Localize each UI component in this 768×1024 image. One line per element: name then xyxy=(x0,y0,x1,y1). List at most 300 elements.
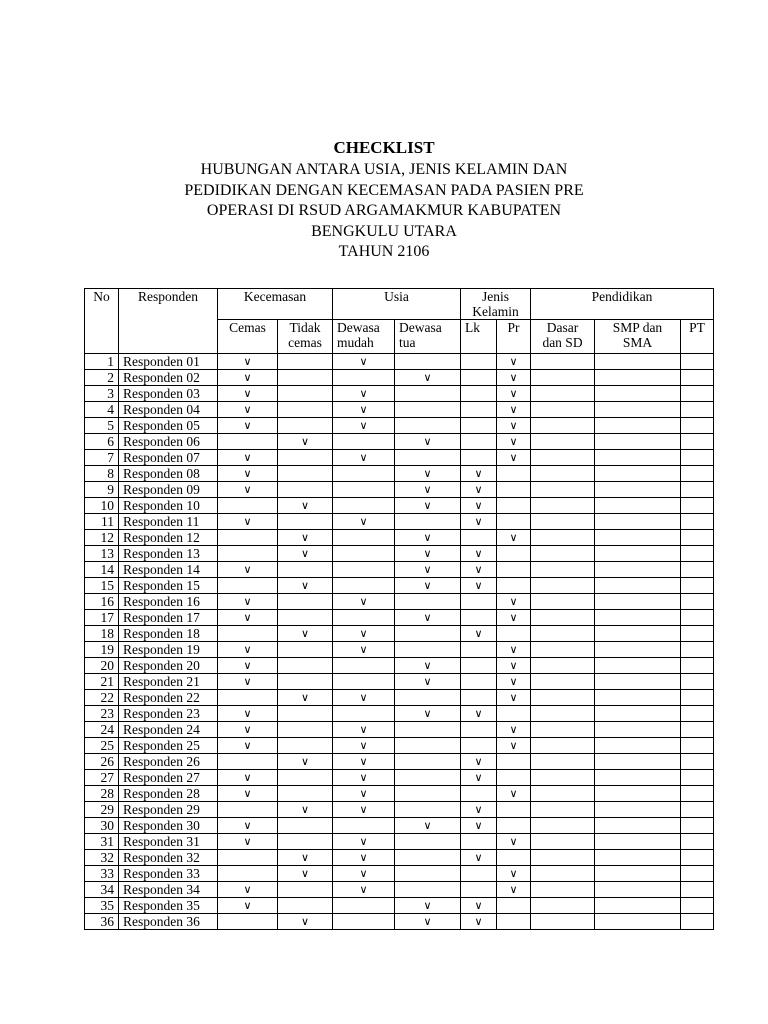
header-dewasa-tua xyxy=(395,320,461,354)
header-line: Tidak xyxy=(289,320,321,336)
subtitle-line: OPERASI DI RSUD ARGAMAKMUR KABUPATEN xyxy=(206,202,562,219)
check-mark: ∨ xyxy=(395,434,461,450)
check-mark: ∨ xyxy=(218,594,278,610)
table-row xyxy=(85,706,714,722)
check-cell xyxy=(461,610,497,626)
check-cell xyxy=(681,450,714,466)
check-mark: ∨ xyxy=(497,450,531,466)
table-row xyxy=(85,386,714,402)
check-cell xyxy=(531,770,595,786)
check-mark: ∨ xyxy=(461,802,497,818)
check-cell xyxy=(497,770,531,786)
check-cell xyxy=(278,642,333,658)
check-mark: ∨ xyxy=(497,658,531,674)
check-mark: ∨ xyxy=(333,450,395,466)
check-cell xyxy=(218,626,278,642)
check-cell xyxy=(218,850,278,866)
check-mark: ∨ xyxy=(278,530,333,546)
check-mark: ∨ xyxy=(497,786,531,802)
respondent-name: Responden 36 xyxy=(119,914,218,930)
header-pr: Pr xyxy=(497,320,531,354)
check-cell xyxy=(531,754,595,770)
check-mark: ∨ xyxy=(218,658,278,674)
row-number: 24 xyxy=(85,722,119,738)
check-cell xyxy=(333,914,395,930)
respondent-name: Responden 25 xyxy=(119,738,218,754)
check-cell xyxy=(333,674,395,690)
table-row xyxy=(85,610,714,626)
respondent-name: Responden 34 xyxy=(119,882,218,898)
table-row xyxy=(85,418,714,434)
check-mark: ∨ xyxy=(218,770,278,786)
check-cell xyxy=(461,642,497,658)
check-cell xyxy=(595,658,681,674)
row-number: 30 xyxy=(85,818,119,834)
check-cell xyxy=(395,882,461,898)
check-cell xyxy=(595,594,681,610)
check-cell xyxy=(278,402,333,418)
header-line: cemas xyxy=(288,335,322,351)
check-cell xyxy=(595,770,681,786)
check-cell xyxy=(531,706,595,722)
respondent-name: Responden 14 xyxy=(119,562,218,578)
subtitle-line: PEDIDIKAN DENGAN KECEMASAN PADA PASIEN PRE xyxy=(184,181,584,199)
check-cell xyxy=(595,850,681,866)
check-mark: ∨ xyxy=(395,818,461,834)
respondent-name: Responden 08 xyxy=(119,466,218,482)
header-line: mudah xyxy=(337,335,374,351)
check-cell xyxy=(681,658,714,674)
respondent-name: Responden 04 xyxy=(119,402,218,418)
check-mark: ∨ xyxy=(218,642,278,658)
check-cell xyxy=(395,722,461,738)
check-cell xyxy=(531,882,595,898)
check-cell xyxy=(531,466,595,482)
check-cell xyxy=(461,866,497,882)
check-cell xyxy=(461,354,497,370)
respondent-name: Responden 20 xyxy=(119,658,218,674)
check-cell xyxy=(395,834,461,850)
check-mark: ∨ xyxy=(497,370,531,386)
check-cell xyxy=(595,882,681,898)
check-cell xyxy=(531,690,595,706)
row-number: 17 xyxy=(85,610,119,626)
check-cell xyxy=(278,610,333,626)
check-mark: ∨ xyxy=(333,770,395,786)
header-line: Dasar xyxy=(546,320,579,336)
header-jenis-kelamin xyxy=(461,289,531,320)
header-pt: PT xyxy=(681,320,714,354)
row-number: 27 xyxy=(85,770,119,786)
check-cell xyxy=(278,786,333,802)
check-cell xyxy=(595,578,681,594)
check-mark: ∨ xyxy=(497,738,531,754)
check-cell xyxy=(595,434,681,450)
check-cell xyxy=(278,818,333,834)
respondent-name: Responden 21 xyxy=(119,674,218,690)
check-cell xyxy=(531,802,595,818)
check-cell xyxy=(395,450,461,466)
table-row xyxy=(85,738,714,754)
check-mark: ∨ xyxy=(218,370,278,386)
row-number: 18 xyxy=(85,626,119,642)
check-mark: ∨ xyxy=(218,722,278,738)
check-cell xyxy=(218,802,278,818)
check-cell xyxy=(218,498,278,514)
check-cell xyxy=(395,802,461,818)
check-mark: ∨ xyxy=(218,418,278,434)
row-number: 6 xyxy=(85,434,119,450)
check-cell xyxy=(461,834,497,850)
table-row xyxy=(85,562,714,578)
check-mark: ∨ xyxy=(497,642,531,658)
table-row xyxy=(85,514,714,530)
check-mark: ∨ xyxy=(497,354,531,370)
check-mark: ∨ xyxy=(461,546,497,562)
header-pendidikan: Pendidikan xyxy=(531,289,714,320)
table-row xyxy=(85,450,714,466)
check-cell xyxy=(681,466,714,482)
check-cell xyxy=(681,850,714,866)
check-cell xyxy=(395,402,461,418)
subtitle-line: TAHUN 2106 xyxy=(338,243,430,260)
check-mark: ∨ xyxy=(395,482,461,498)
check-mark: ∨ xyxy=(497,402,531,418)
header-line: Dewasa xyxy=(399,320,442,336)
header-usia: Usia xyxy=(333,289,461,320)
check-mark: ∨ xyxy=(333,626,395,642)
check-cell xyxy=(497,546,531,562)
check-mark: ∨ xyxy=(395,546,461,562)
table-row xyxy=(85,802,714,818)
check-cell xyxy=(595,754,681,770)
check-mark: ∨ xyxy=(497,866,531,882)
check-mark: ∨ xyxy=(218,466,278,482)
check-cell xyxy=(681,914,714,930)
check-cell xyxy=(395,626,461,642)
document-title: CHECKLIST xyxy=(333,138,435,157)
table-row xyxy=(85,466,714,482)
check-cell xyxy=(595,914,681,930)
table-row xyxy=(85,818,714,834)
check-cell xyxy=(497,482,531,498)
check-mark: ∨ xyxy=(218,402,278,418)
check-cell xyxy=(531,626,595,642)
table-row xyxy=(85,850,714,866)
check-mark: ∨ xyxy=(278,754,333,770)
check-mark: ∨ xyxy=(278,850,333,866)
check-cell xyxy=(531,402,595,418)
respondent-name: Responden 29 xyxy=(119,802,218,818)
check-cell xyxy=(531,546,595,562)
check-cell xyxy=(681,546,714,562)
check-mark: ∨ xyxy=(497,418,531,434)
check-cell xyxy=(595,354,681,370)
respondent-name: Responden 13 xyxy=(119,546,218,562)
respondent-name: Responden 11 xyxy=(119,514,218,530)
check-mark: ∨ xyxy=(278,866,333,882)
row-number: 14 xyxy=(85,562,119,578)
table-row xyxy=(85,834,714,850)
table-row xyxy=(85,882,714,898)
check-cell xyxy=(395,514,461,530)
check-mark: ∨ xyxy=(497,674,531,690)
check-mark: ∨ xyxy=(333,786,395,802)
check-mark: ∨ xyxy=(333,642,395,658)
check-cell xyxy=(681,674,714,690)
check-cell xyxy=(595,562,681,578)
check-cell xyxy=(497,818,531,834)
check-cell xyxy=(333,898,395,914)
check-cell xyxy=(497,706,531,722)
check-mark: ∨ xyxy=(333,418,395,434)
check-mark: ∨ xyxy=(333,850,395,866)
check-cell xyxy=(595,818,681,834)
header-row-1 xyxy=(85,289,714,320)
table-row xyxy=(85,722,714,738)
table-row xyxy=(85,482,714,498)
check-cell xyxy=(595,690,681,706)
check-cell xyxy=(681,530,714,546)
check-mark: ∨ xyxy=(461,818,497,834)
check-mark: ∨ xyxy=(333,738,395,754)
check-cell xyxy=(461,450,497,466)
check-cell xyxy=(461,594,497,610)
row-number: 7 xyxy=(85,450,119,466)
respondent-name: Responden 12 xyxy=(119,530,218,546)
check-cell xyxy=(681,610,714,626)
check-cell xyxy=(333,434,395,450)
check-cell xyxy=(395,690,461,706)
check-cell xyxy=(497,562,531,578)
check-cell xyxy=(395,738,461,754)
check-mark: ∨ xyxy=(333,386,395,402)
check-mark: ∨ xyxy=(278,802,333,818)
subtitle-line: BENGKULU UTARA xyxy=(311,222,457,240)
check-cell xyxy=(218,754,278,770)
check-cell xyxy=(681,754,714,770)
check-cell xyxy=(395,418,461,434)
check-cell xyxy=(395,866,461,882)
row-number: 10 xyxy=(85,498,119,514)
check-mark: ∨ xyxy=(333,754,395,770)
table-row xyxy=(85,402,714,418)
check-cell xyxy=(333,578,395,594)
check-cell xyxy=(531,850,595,866)
check-cell xyxy=(497,578,531,594)
check-cell xyxy=(595,386,681,402)
respondent-name: Responden 18 xyxy=(119,626,218,642)
respondent-name: Responden 07 xyxy=(119,450,218,466)
row-number: 20 xyxy=(85,658,119,674)
check-cell xyxy=(497,626,531,642)
check-cell xyxy=(595,466,681,482)
check-mark: ∨ xyxy=(461,626,497,642)
table-row xyxy=(85,626,714,642)
check-cell xyxy=(531,386,595,402)
respondent-name: Responden 30 xyxy=(119,818,218,834)
check-cell xyxy=(218,690,278,706)
document-subtitle xyxy=(0,160,768,263)
table-row xyxy=(85,866,714,882)
check-mark: ∨ xyxy=(218,562,278,578)
check-mark: ∨ xyxy=(218,738,278,754)
check-mark: ∨ xyxy=(333,866,395,882)
check-cell xyxy=(595,610,681,626)
row-number: 3 xyxy=(85,386,119,402)
check-mark: ∨ xyxy=(395,578,461,594)
check-cell xyxy=(278,898,333,914)
row-number: 5 xyxy=(85,418,119,434)
check-cell xyxy=(681,626,714,642)
check-cell xyxy=(461,722,497,738)
check-cell xyxy=(595,722,681,738)
check-mark: ∨ xyxy=(497,610,531,626)
header-no: No xyxy=(85,289,119,354)
respondent-name: Responden 27 xyxy=(119,770,218,786)
check-mark: ∨ xyxy=(461,770,497,786)
check-cell xyxy=(218,434,278,450)
check-cell xyxy=(531,658,595,674)
row-number: 34 xyxy=(85,882,119,898)
check-cell xyxy=(681,770,714,786)
check-cell xyxy=(595,674,681,690)
check-mark: ∨ xyxy=(395,370,461,386)
check-mark: ∨ xyxy=(278,546,333,562)
header-smp-sma xyxy=(595,320,681,354)
check-cell xyxy=(681,482,714,498)
respondent-name: Responden 35 xyxy=(119,898,218,914)
check-mark: ∨ xyxy=(461,482,497,498)
table-row xyxy=(85,498,714,514)
table-row xyxy=(85,434,714,450)
check-cell xyxy=(278,658,333,674)
check-mark: ∨ xyxy=(395,610,461,626)
check-mark: ∨ xyxy=(218,818,278,834)
check-mark: ∨ xyxy=(218,834,278,850)
header-jenis-kelamin-line: Jenis xyxy=(482,289,509,304)
check-cell xyxy=(595,706,681,722)
check-cell xyxy=(333,818,395,834)
row-number: 36 xyxy=(85,914,119,930)
check-cell xyxy=(333,370,395,386)
check-cell xyxy=(595,418,681,434)
respondent-name: Responden 33 xyxy=(119,866,218,882)
row-number: 19 xyxy=(85,642,119,658)
check-cell xyxy=(497,514,531,530)
check-cell xyxy=(218,914,278,930)
header-responden: Responden xyxy=(119,289,218,354)
row-number: 9 xyxy=(85,482,119,498)
row-number: 25 xyxy=(85,738,119,754)
check-cell xyxy=(278,562,333,578)
table-row xyxy=(85,754,714,770)
check-mark: ∨ xyxy=(218,882,278,898)
check-mark: ∨ xyxy=(218,450,278,466)
check-cell xyxy=(278,370,333,386)
check-cell xyxy=(595,482,681,498)
check-cell xyxy=(333,546,395,562)
check-mark: ∨ xyxy=(218,386,278,402)
respondent-name: Responden 05 xyxy=(119,418,218,434)
check-cell xyxy=(531,498,595,514)
check-cell xyxy=(681,642,714,658)
check-cell xyxy=(681,738,714,754)
row-number: 4 xyxy=(85,402,119,418)
table-row xyxy=(85,594,714,610)
table-row xyxy=(85,370,714,386)
respondent-name: Responden 26 xyxy=(119,754,218,770)
row-number: 26 xyxy=(85,754,119,770)
check-mark: ∨ xyxy=(333,514,395,530)
check-mark: ∨ xyxy=(461,514,497,530)
check-cell xyxy=(218,866,278,882)
check-cell xyxy=(595,802,681,818)
row-number: 35 xyxy=(85,898,119,914)
check-mark: ∨ xyxy=(218,354,278,370)
check-cell xyxy=(531,914,595,930)
check-cell xyxy=(461,386,497,402)
check-cell xyxy=(461,658,497,674)
check-cell xyxy=(278,722,333,738)
header-line: tua xyxy=(399,335,416,351)
check-mark: ∨ xyxy=(333,802,395,818)
check-cell xyxy=(278,770,333,786)
table-row xyxy=(85,898,714,914)
check-mark: ∨ xyxy=(333,690,395,706)
check-cell xyxy=(278,386,333,402)
row-number: 2 xyxy=(85,370,119,386)
check-cell xyxy=(531,578,595,594)
check-cell xyxy=(531,514,595,530)
check-cell xyxy=(681,818,714,834)
check-mark: ∨ xyxy=(333,722,395,738)
check-mark: ∨ xyxy=(333,882,395,898)
row-number: 21 xyxy=(85,674,119,690)
header-line: dan SD xyxy=(542,335,583,351)
check-mark: ∨ xyxy=(333,354,395,370)
check-mark: ∨ xyxy=(497,690,531,706)
respondent-name: Responden 15 xyxy=(119,578,218,594)
check-cell xyxy=(595,626,681,642)
check-mark: ∨ xyxy=(333,402,395,418)
check-cell xyxy=(681,882,714,898)
check-cell xyxy=(461,418,497,434)
check-cell xyxy=(681,834,714,850)
check-cell xyxy=(278,418,333,434)
check-cell xyxy=(395,386,461,402)
check-mark: ∨ xyxy=(395,674,461,690)
check-cell xyxy=(278,738,333,754)
check-mark: ∨ xyxy=(461,850,497,866)
row-number: 16 xyxy=(85,594,119,610)
row-number: 31 xyxy=(85,834,119,850)
header-dasar-sd xyxy=(531,320,595,354)
header-dewasa-mudah xyxy=(333,320,395,354)
row-number: 33 xyxy=(85,866,119,882)
row-number: 12 xyxy=(85,530,119,546)
table-row xyxy=(85,674,714,690)
check-cell xyxy=(278,514,333,530)
check-cell xyxy=(461,882,497,898)
check-cell xyxy=(531,434,595,450)
check-cell xyxy=(395,850,461,866)
respondent-name: Responden 32 xyxy=(119,850,218,866)
check-cell xyxy=(333,658,395,674)
check-cell xyxy=(531,530,595,546)
respondent-name: Responden 09 xyxy=(119,482,218,498)
check-mark: ∨ xyxy=(497,434,531,450)
